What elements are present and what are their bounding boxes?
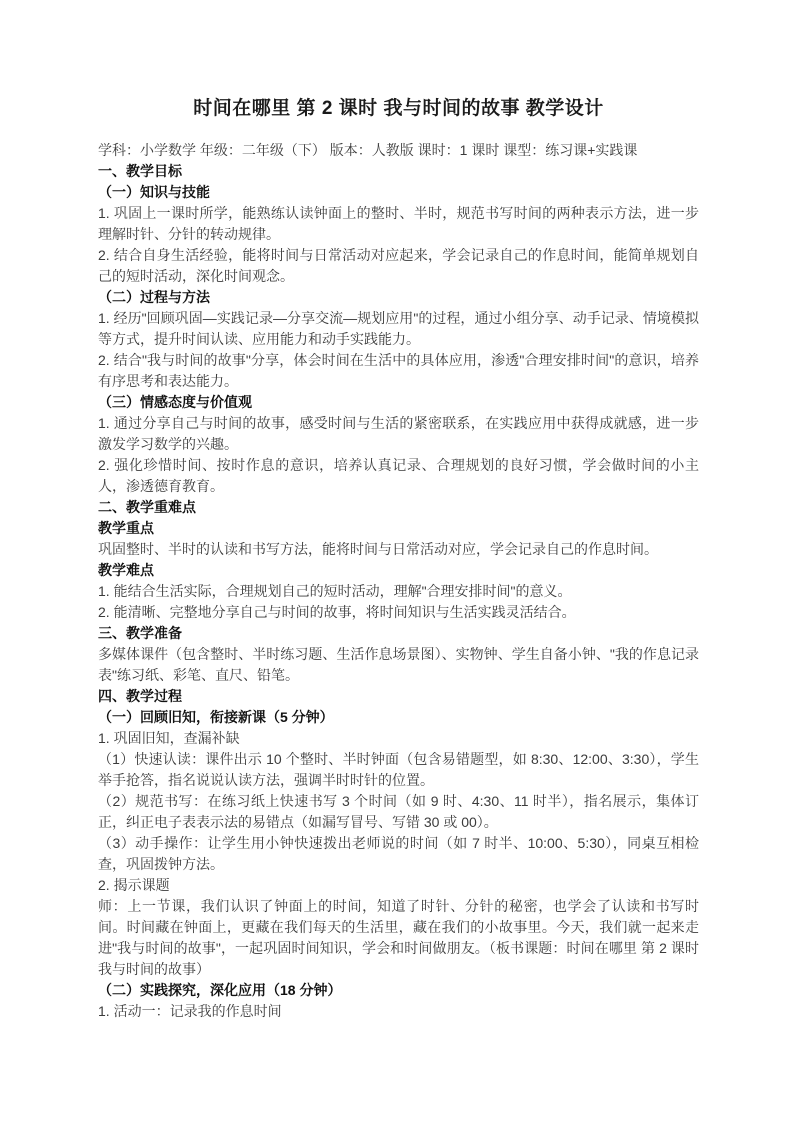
- paragraph: 2. 能清晰、完整地分享自己与时间的故事，将时间知识与生活实践灵活结合。: [98, 604, 576, 620]
- section-heading: （二）实践探究，深化应用（18 分钟）: [98, 982, 342, 998]
- section-heading: 三、教学准备: [98, 625, 182, 641]
- section-heading: 一、教学目标: [98, 163, 182, 179]
- paragraph: 1. 能结合生活实际，合理规划自己的短时活动，理解"合理安排时间"的意义。: [98, 583, 572, 599]
- paragraph: 巩固整时、半时的认读和书写方法，能将时间与日常活动对应，学会记录自己的作息时间。: [98, 541, 658, 557]
- document-body: [98, 140, 699, 1022]
- section-heading: 教学重点: [98, 520, 154, 536]
- paragraph: 多媒体课件（包含整时、半时练习题、生活作息场景图）、实物钟、学生自备小钟、"我的作息记录表"练习纸、彩笔、直尺、铅笔。: [98, 646, 699, 683]
- section-heading: 二、教学重难点: [98, 499, 196, 515]
- paragraph: 2. 结合"我与时间的故事"分享，体会时间在生活中的具体应用，渗透"合理安排时间"的意识，培养有序思考和表达能力。: [98, 352, 699, 389]
- document-title: 时间在哪里 第 2 课时 我与时间的故事 教学设计: [193, 98, 604, 119]
- paragraph: 2. 揭示课题: [98, 877, 170, 893]
- paragraph: （2）规范书写：在练习纸上快速书写 3 个时间（如 9 时、4:30、11 时半），指名展示，集体订正，纠正电子表表示法的易错点（如漏写冒号、写错 30 或 00）。: [98, 793, 699, 830]
- section-heading: （三）情感态度与价值观: [98, 394, 252, 410]
- document-content: [98, 95, 699, 1022]
- section-heading: （一）回顾旧知，衔接新课（5 分钟）: [98, 709, 334, 725]
- section-heading: 教学难点: [98, 562, 154, 578]
- paragraph: 1. 活动一：记录我的作息时间: [98, 1003, 282, 1019]
- paragraph: （1）快速认读：课件出示 10 个整时、半时钟面（包含易错题型，如 8:30、12:00、3:30），学生举手抢答，指名说说认读方法，强调半时时针的位置。: [98, 751, 699, 788]
- paragraph: 2. 结合自身生活经验，能将时间与日常活动对应起来，学会记录自己的作息时间，能简单规划自己的短时活动，深化时间观念。: [98, 247, 699, 284]
- paragraph: 2. 强化珍惜时间、按时作息的意识，培养认真记录、合理规划的良好习惯，学会做时间的小主人，渗透德育教育。: [98, 457, 699, 494]
- paragraph: 学科：小学数学 年级：二年级（下） 版本：人教版 课时：1 课时 课型：练习课+实践课: [98, 142, 638, 158]
- section-heading: 四、教学过程: [98, 688, 182, 704]
- paragraph: （3）动手操作：让学生用小钟快速拨出老师说的时间（如 7 时半、10:00、5:30），同桌互相检查，巩固拨钟方法。: [98, 835, 699, 872]
- paragraph: 1. 巩固旧知，查漏补缺: [98, 730, 240, 746]
- paragraph: 1. 巩固上一课时所学，能熟练认读钟面上的整时、半时，规范书写时间的两种表示方法，进一步理解时针、分针的转动规律。: [98, 205, 699, 242]
- paragraph: 1. 经历"回顾巩固—实践记录—分享交流—规划应用"的过程，通过小组分享、动手记录、情境模拟等方式，提升时间认读、应用能力和动手实践能力。: [98, 310, 699, 347]
- section-heading: （二）过程与方法: [98, 289, 210, 305]
- paragraph: 师：上一节课，我们认识了钟面上的时间，知道了时针、分针的秘密，也学会了认读和书写时间。时间藏在钟面上，更藏在我们每天的生活里，藏在我们的小故事里。今天，我们就一起来走进"我与时间的故事"，一起巩固时间知识，学会和时间做朋友。（板书课题：时间在哪里 第 2 课时 我与时间的故事）: [98, 898, 699, 977]
- section-heading: （一）知识与技能: [98, 184, 210, 200]
- paragraph: 1. 通过分享自己与时间的故事，感受时间与生活的紧密联系，在实践应用中获得成就感，进一步激发学习数学的兴趣。: [98, 415, 699, 452]
